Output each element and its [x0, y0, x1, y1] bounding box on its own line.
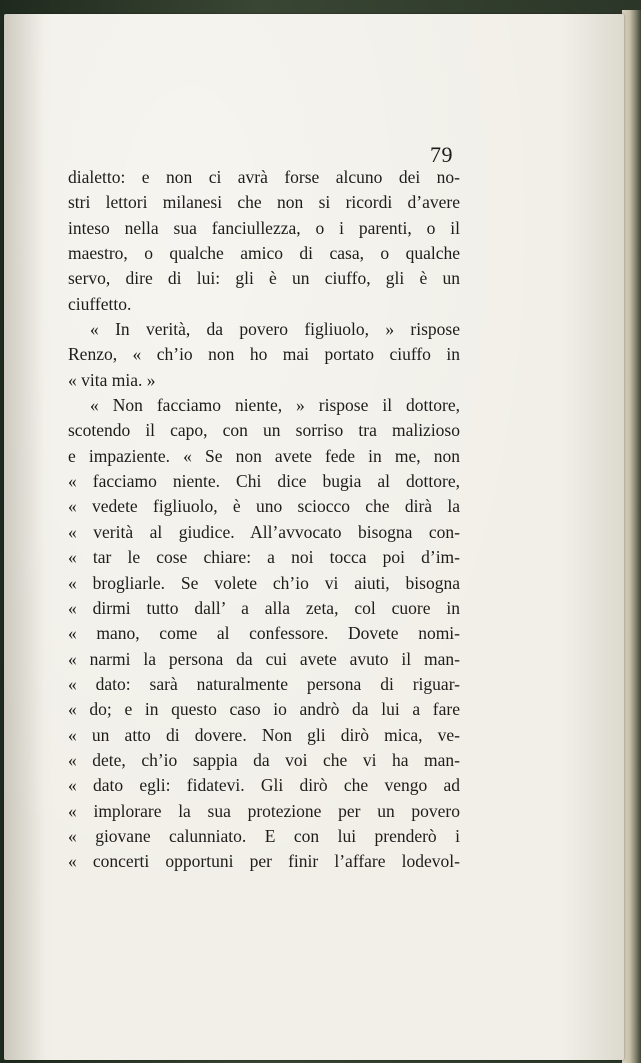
page-edge	[622, 10, 641, 1063]
text-line: « tar le cose chiare: a noi tocca poi d’im-	[68, 547, 460, 568]
text-line: « dato egli: fidatevi. Gli dirò che vengo ad	[68, 775, 460, 796]
text-line: servo, dire di lui: gli è un ciuffo, gli è un	[68, 268, 460, 289]
text-line: stri lettori milanesi che non si ricordi d’avere	[68, 192, 460, 213]
text-line: « dete, ch’io sappia da voi che vi ha man-	[68, 749, 460, 770]
text-line: « verità al giudice. All’avvocato bisogna con-	[68, 521, 460, 542]
gutter-shadow	[4, 14, 44, 1060]
text-line: « narmi la persona da cui avete avuto il man-	[68, 648, 460, 669]
page-number: 79	[430, 142, 453, 167]
text-line: « Non facciamo niente, » rispose il dottore,	[90, 395, 460, 416]
page-text	[68, 165, 460, 875]
text-line: « vita mia. »	[68, 369, 156, 390]
text-line: « brogliarle. Se volete ch’io vi aiuti, bisogna	[68, 572, 460, 593]
text-line: inteso nella sua fanciullezza, o i parenti, o il	[68, 217, 460, 238]
text-line: ciuffetto.	[68, 293, 132, 314]
text-line: dialetto: e non ci avrà forse alcuno dei no-	[68, 167, 460, 187]
text-line: « facciamo niente. Chi dice bugia al dottore,	[68, 471, 460, 492]
text-line: « mano, come al confessore. Dovete nomi-	[68, 623, 460, 644]
text-line: « vedete figliuolo, è uno sciocco che dirà la	[68, 496, 460, 517]
text-line: maestro, o qualche amico di casa, o qualche	[68, 243, 460, 264]
text-line: e impaziente. « Se non avete fede in me, non	[68, 445, 460, 466]
text-line: « giovane calunniato. E con lui prenderò i	[68, 825, 460, 846]
text-line: « do; e in questo caso io andrò da lui a fare	[68, 699, 460, 720]
text-line: Renzo, « ch’io non ho mai portato ciuffo in	[68, 344, 460, 365]
text-line: « un atto di dovere. Non gli dirò mica, ve-	[68, 724, 460, 745]
text-line: « In verità, da povero figliuolo, » rispose	[90, 319, 460, 340]
text-line: scotendo il capo, con un sorriso tra malizioso	[68, 420, 460, 441]
text-line: « implorare la sua protezione per un povero	[68, 800, 460, 821]
text-line: « dirmi tutto dall’ a alla zeta, col cuore in	[68, 597, 460, 618]
text-line: « dato: sarà naturalmente persona di riguar-	[68, 673, 460, 694]
text-line: « concerti opportuni per finir l’affare lodevol-	[68, 851, 460, 872]
